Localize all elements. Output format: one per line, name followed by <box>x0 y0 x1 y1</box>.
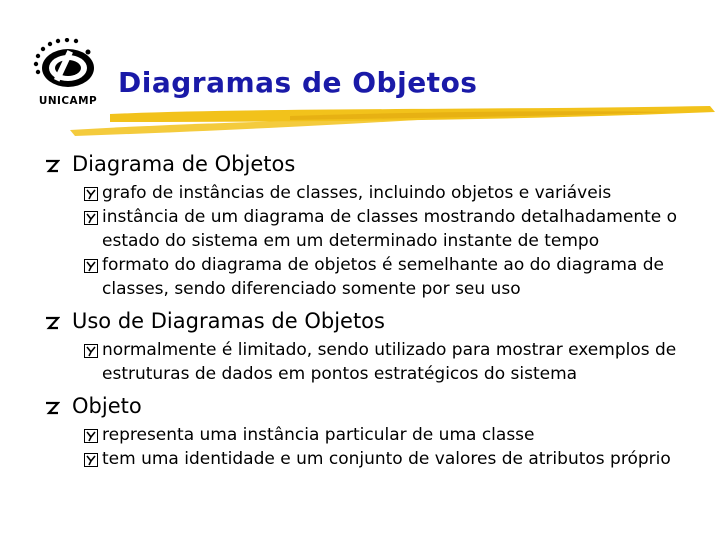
z-bullet-icon <box>44 158 60 174</box>
list-item-text: formato do diagrama de objetos é semelhante ao do diagrama de classes, sendo diferenciado somente por seu uso <box>102 255 664 299</box>
section-heading-text: Diagrama de Objetos <box>72 152 296 176</box>
unicamp-logo-icon <box>30 38 106 98</box>
logo-text: UNICAMP <box>38 94 98 107</box>
y-bullet-icon <box>84 429 98 443</box>
list-item-text: grafo de instâncias de classes, incluindo objetos e variáveis <box>102 183 612 203</box>
y-bullet-icon <box>84 211 98 225</box>
title-underline <box>70 100 720 140</box>
list-item-text: tem uma identidade e um conjunto de valores de atributos próprio <box>102 449 671 469</box>
sub-bullet-list <box>44 338 704 386</box>
section-heading <box>44 151 704 178</box>
list-item <box>44 253 704 301</box>
y-bullet-icon <box>84 187 98 201</box>
list-item <box>44 181 704 205</box>
section-heading-text: Objeto <box>72 394 142 418</box>
z-bullet-icon <box>44 315 60 331</box>
section-heading-text: Uso de Diagramas de Objetos <box>72 309 385 333</box>
section-heading <box>44 308 704 335</box>
sub-bullet-list <box>44 181 704 301</box>
list-item-text: normalmente é limitado, sendo utilizado para mostrar exemplos de estruturas de dados em pontos estratégicos do sistema <box>102 340 677 384</box>
page-title: Diagramas de Objetos <box>118 66 478 99</box>
list-item <box>44 423 704 447</box>
y-bullet-icon <box>84 344 98 358</box>
list-item <box>44 338 704 386</box>
y-bullet-icon <box>84 453 98 467</box>
list-item-text: representa uma instância particular de uma classe <box>102 425 535 445</box>
list-item-text: instância de um diagrama de classes mostrando detalhadamente o estado do sistema em um determinado instante de tempo <box>102 207 678 251</box>
slide-content <box>44 148 704 478</box>
y-bullet-icon <box>84 259 98 273</box>
z-bullet-icon <box>44 400 60 416</box>
list-item <box>44 447 704 471</box>
list-item <box>44 205 704 253</box>
sub-bullet-list <box>44 423 704 471</box>
section-heading <box>44 393 704 420</box>
